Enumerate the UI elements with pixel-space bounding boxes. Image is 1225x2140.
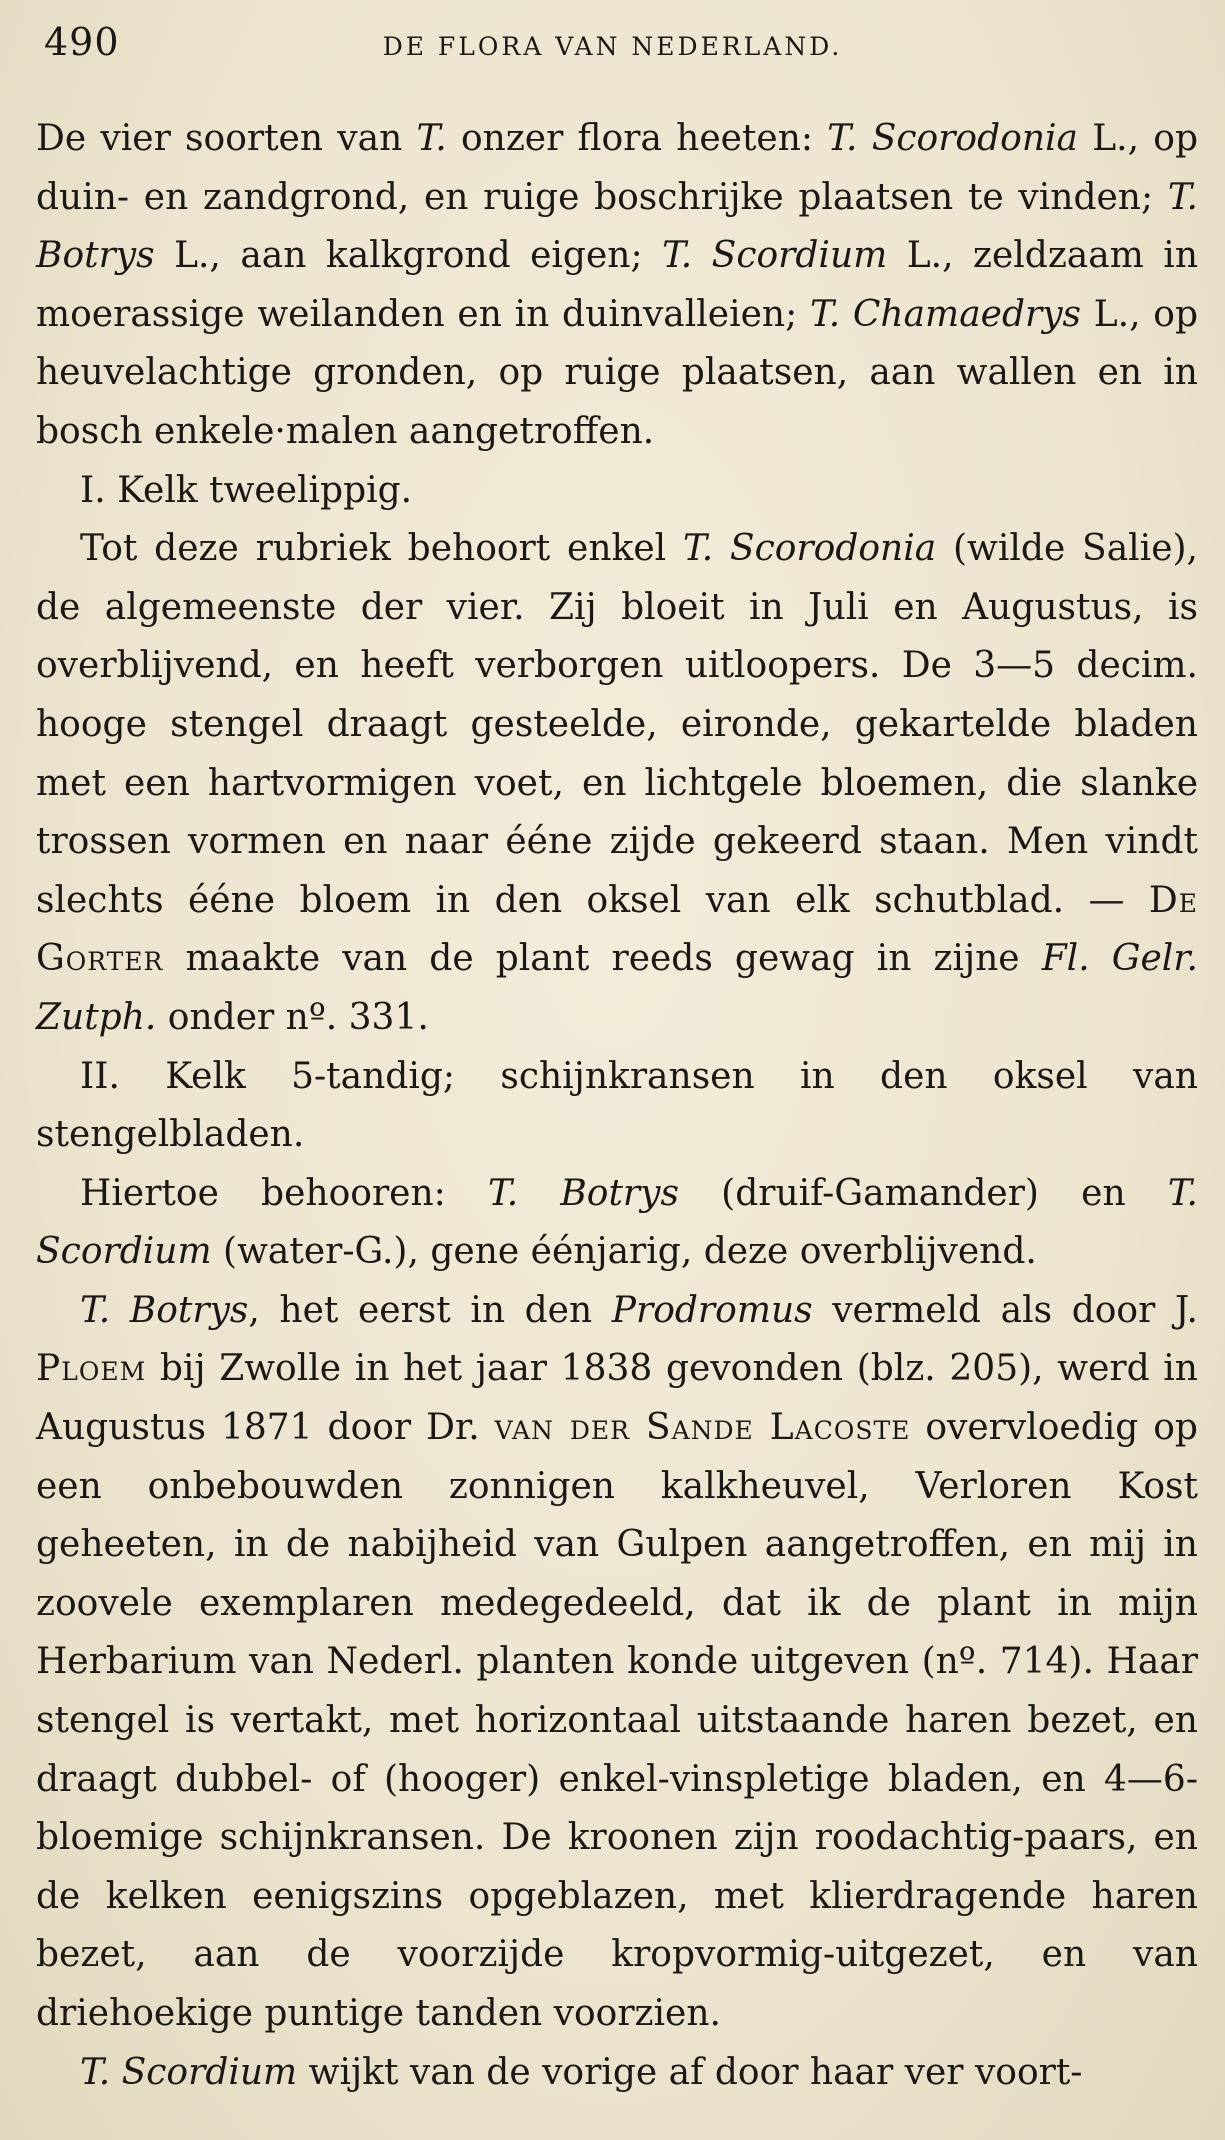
italic-run: T. Chamaedrys (809, 293, 1082, 335)
italic-run: T. Scordium (36, 1172, 1198, 1273)
italic-run: Fl. Gelr. Zutph. (36, 938, 1199, 1038)
text-run: II. Kelk 5-tandig; schijnkransen in den oksel van stengelbladen. (36, 1055, 1198, 1156)
paragraph (36, 462, 1198, 521)
text-run: Hiertoe behooren: (80, 1172, 488, 1214)
italic-run: T. Scordium (80, 2051, 298, 2093)
italic-run: T. Botrys (80, 1289, 249, 1331)
italic-run: T. Botrys (36, 176, 1198, 277)
text-run: (water-G.), gene éénjarig, deze overblijvend. (211, 1231, 1037, 1273)
text-run: wijkt van de vorige af door haar ver voort- (297, 2051, 1083, 2093)
text-run: I. Kelk tweelippig. (80, 469, 413, 511)
paragraph (36, 2044, 1198, 2103)
text-run: (wilde Salie), de algemeenste der vier. Zij bloeit in Juli en Augustus, is overblijvend, en heeft verborgen uitloopers. De 3—5 decim. hooge stengel draagt gesteelde, eironde, gekartelde bladen met een hartvormigen voet, en lichtgele bloemen, die slanke trossen vormen en naar ééne zijde gekeerd staan. Men vindt slechts ééne bloem in den oksel van elk schutblad. — (36, 528, 1198, 921)
running-title: DE FLORA VAN NEDERLAND. (382, 32, 843, 61)
text-run: onder nº. 331. (156, 996, 429, 1038)
italic-run: T. Scorodonia (682, 528, 937, 570)
text-run: L., op heuvelachtige gronden, op ruige plaatsen, aan wallen en in bosch enkele·malen aangetroffen. (36, 293, 1198, 452)
paragraph (36, 1048, 1198, 1165)
text-run: overvloedig op een onbebouwden zonnigen kalkheuvel, Verloren Kost geheeten, in de nabijheid van Gulpen aangetroffen, en mij in zoovele exemplaren medegedeeld, dat ik de plant in mijn Herbarium van Nederl. planten konde uitgeven (nº. 714). Haar stengel is vertakt, met horizontaal uitstaande haren bezet, en draagt dubbel- of (hooger) enkel-vinspletige bladen, en 4—6-bloemige schijnkransen. De kroonen zijn roodachtig-paars, en de kelken eenigszins opgeblazen, met klierdragende haren bezet, aan de voorzijde kropvormig-uitgezet, en van driehoekige puntige tanden voorzien. (36, 1407, 1198, 2034)
text-run: maakte van de plant reeds gewag in zijne (163, 938, 1042, 980)
italic-run: Prodromus (611, 1289, 813, 1331)
page-number: 490 (44, 20, 120, 64)
paragraph (36, 520, 1198, 1047)
text-run: Tot deze rubriek behoort enkel (80, 528, 683, 570)
text-run: onzer flora heeten: (446, 118, 828, 159)
text-run: vermeld als door J. (812, 1289, 1198, 1331)
text-run: bij Zwolle in het jaar 1838 gevonden (blz. 205), werd in Augustus 1871 door Dr. (36, 1348, 1198, 1449)
small-caps-run: Ploem (36, 1348, 147, 1390)
text-run: , het eerst in den (248, 1289, 612, 1331)
small-caps-run: van der Sande Lacoste (494, 1407, 911, 1449)
text-run: L., zeldzaam in moerassige weilanden en in duinvalleien; (36, 235, 1198, 335)
text-run: L., aan kalkgrond eigen; (154, 235, 663, 277)
paragraph (36, 110, 1198, 462)
italic-run: T. Scordium (662, 235, 888, 277)
text-run: De vier soorten van (36, 118, 417, 159)
page-header (28, 14, 1197, 64)
italic-run: T. Botrys (487, 1172, 679, 1214)
paragraph (36, 1282, 1198, 2044)
paragraph (36, 1165, 1198, 1282)
body-text (36, 110, 1198, 2102)
italic-run: T. Scorodonia (827, 118, 1078, 159)
small-caps-run: De Gorter (36, 879, 1198, 980)
text-run: (druif-Gamander) en (678, 1172, 1168, 1214)
text-run: L., op duin- en zandgrond, en ruige boschrijke plaatsen te vinden; (36, 118, 1199, 218)
italic-run: T. (416, 118, 447, 159)
